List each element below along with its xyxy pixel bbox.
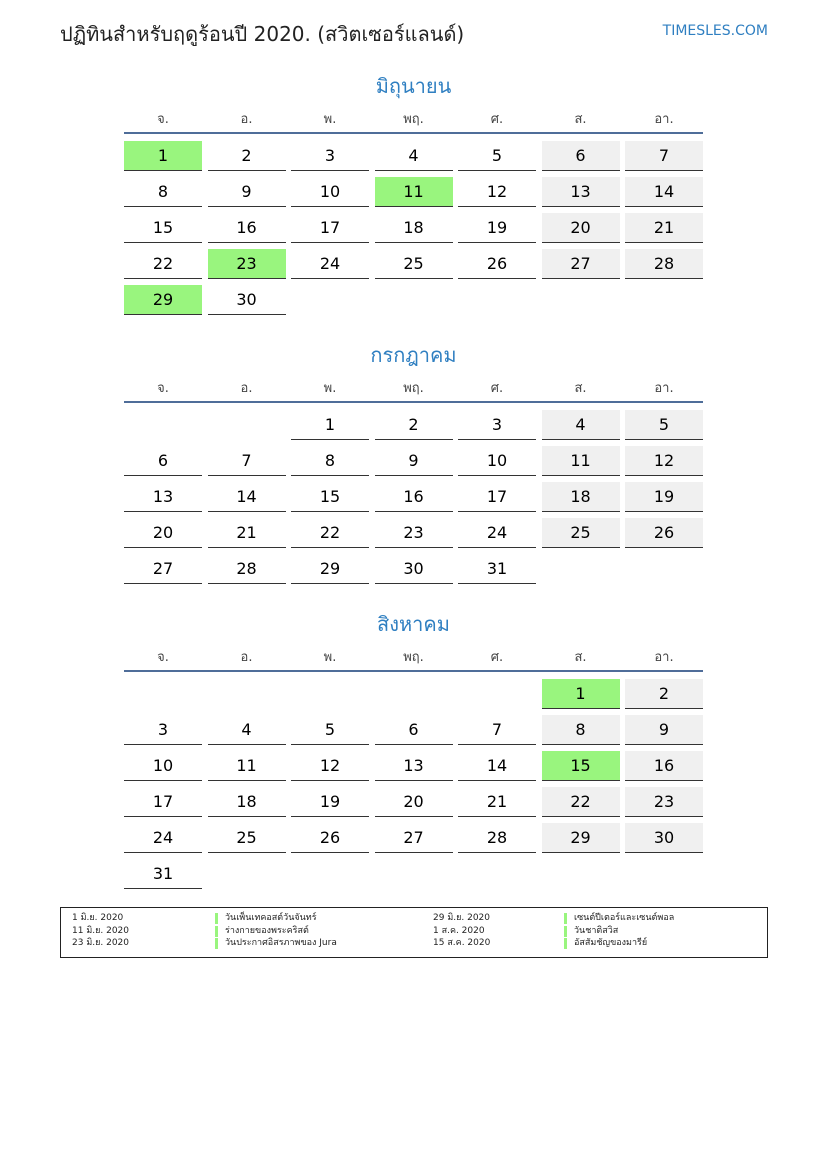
day-cell: 23 [208, 249, 286, 279]
legend-date: 1 มิ.ย. 2020 [72, 913, 124, 923]
day-cell: 9 [625, 715, 703, 745]
day-cell: 15 [124, 213, 202, 243]
site-link[interactable]: TIMESLES.COM [662, 23, 768, 39]
day-cell: 29 [542, 823, 620, 853]
header-divider [124, 132, 703, 134]
day-cell: 29 [291, 554, 369, 584]
weekday-header [124, 108, 703, 128]
day-cell: 11 [542, 446, 620, 476]
day-cell: 10 [291, 177, 369, 207]
day-cell: 2 [208, 141, 286, 171]
weekday-label: อ. [240, 381, 253, 396]
day-cell: 22 [124, 249, 202, 279]
weekday-label: อ. [240, 112, 253, 127]
legend-item [72, 937, 392, 949]
day-cell: 30 [625, 823, 703, 853]
day-cell: 21 [625, 213, 703, 243]
day-cell: 21 [458, 787, 536, 817]
legend-item [433, 912, 753, 924]
day-cell: 2 [375, 410, 453, 440]
legend-holiday-name: วันเพ็นเทคอสต์วันจันทร์ [225, 913, 317, 923]
legend-item [433, 925, 753, 937]
day-cell: 24 [291, 249, 369, 279]
legend-holiday-name: วันชาติสวิส [574, 925, 619, 936]
day-cell: 11 [375, 177, 453, 207]
holiday-legend [60, 907, 768, 958]
day-cell: 22 [542, 787, 620, 817]
day-cell: 4 [542, 410, 620, 440]
weekday-label: อา. [654, 381, 674, 396]
day-cell: 15 [291, 482, 369, 512]
day-cell: 19 [625, 482, 703, 512]
day-cell: 7 [458, 715, 536, 745]
day-cell: 10 [458, 446, 536, 476]
day-cell: 12 [625, 446, 703, 476]
header-divider [124, 670, 703, 672]
day-cell: 4 [375, 141, 453, 171]
day-cell: 30 [208, 285, 286, 315]
day-cell: 28 [625, 249, 703, 279]
legend-item [72, 925, 392, 937]
day-cell: 8 [291, 446, 369, 476]
day-cell: 21 [208, 518, 286, 548]
day-cell: 5 [458, 141, 536, 171]
legend-holiday-name: อัสสัมชัญของมารีย์ [574, 938, 648, 948]
day-cell: 27 [124, 554, 202, 584]
weekday-label: พฤ. [403, 112, 424, 127]
day-cell: 18 [208, 787, 286, 817]
day-cell: 31 [458, 554, 536, 584]
weekday-label: ส. [574, 381, 587, 396]
day-cell: 30 [375, 554, 453, 584]
day-cell: 20 [542, 213, 620, 243]
holiday-color-marker [215, 938, 218, 949]
day-cell: 4 [208, 715, 286, 745]
weekday-label: พฤ. [403, 381, 424, 396]
legend-date: 15 ส.ค. 2020 [433, 938, 491, 948]
day-cell: 28 [458, 823, 536, 853]
day-cell: 25 [375, 249, 453, 279]
day-cell: 26 [291, 823, 369, 853]
weekday-label: จ. [157, 381, 169, 396]
day-cell: 13 [375, 751, 453, 781]
day-cell: 26 [625, 518, 703, 548]
weekday-label: จ. [157, 112, 169, 127]
legend-holiday-name: เซนต์ปีเตอร์และเซนต์พอล [574, 913, 675, 923]
day-cell: 19 [291, 787, 369, 817]
day-cell: 3 [458, 410, 536, 440]
holiday-color-marker [215, 926, 218, 937]
day-cell: 8 [542, 715, 620, 745]
day-cell: 16 [625, 751, 703, 781]
day-cell: 10 [124, 751, 202, 781]
day-cell: 9 [208, 177, 286, 207]
weekday-label: ส. [574, 112, 587, 127]
day-cell: 18 [542, 482, 620, 512]
day-cell: 7 [625, 141, 703, 171]
day-cell: 13 [542, 177, 620, 207]
day-cell: 25 [208, 823, 286, 853]
day-cell: 1 [291, 410, 369, 440]
day-cell: 20 [124, 518, 202, 548]
day-cell: 6 [375, 715, 453, 745]
day-cell: 8 [124, 177, 202, 207]
day-cell: 14 [625, 177, 703, 207]
weekday-label: อ. [240, 650, 253, 665]
day-cell: 12 [291, 751, 369, 781]
day-cell: 13 [124, 482, 202, 512]
day-cell: 9 [375, 446, 453, 476]
day-cell: 6 [542, 141, 620, 171]
header-divider [124, 401, 703, 403]
day-cell: 19 [458, 213, 536, 243]
day-cell: 5 [625, 410, 703, 440]
month-title: สิงหาคม [377, 612, 450, 636]
day-cell: 14 [208, 482, 286, 512]
legend-date: 29 มิ.ย. 2020 [433, 913, 491, 923]
holiday-color-marker [215, 913, 218, 924]
day-cell: 15 [542, 751, 620, 781]
day-cell: 25 [542, 518, 620, 548]
day-cell: 5 [291, 715, 369, 745]
day-cell: 31 [124, 859, 202, 889]
page-title: ปฏิทินสำหรับฤดูร้อนปี 2020. (สวิตเซอร์แลนด์) [60, 22, 465, 46]
day-cell: 18 [375, 213, 453, 243]
day-cell: 7 [208, 446, 286, 476]
day-cell: 29 [124, 285, 202, 315]
legend-date: 11 มิ.ย. 2020 [72, 925, 130, 936]
weekday-label: ศ. [490, 650, 504, 665]
day-cell: 2 [625, 679, 703, 709]
day-cell: 3 [291, 141, 369, 171]
day-cell: 27 [375, 823, 453, 853]
day-cell: 14 [458, 751, 536, 781]
weekday-label: ศ. [490, 112, 504, 127]
day-cell: 22 [291, 518, 369, 548]
day-cell: 20 [375, 787, 453, 817]
weekday-label: อา. [654, 650, 674, 665]
day-cell: 1 [124, 141, 202, 171]
day-cell: 17 [124, 787, 202, 817]
legend-holiday-name: ร่างกายของพระคริสต์ [225, 925, 309, 936]
day-cell: 16 [375, 482, 453, 512]
day-cell: 16 [208, 213, 286, 243]
weekday-label: พ. [323, 112, 337, 127]
day-cell: 6 [124, 446, 202, 476]
legend-date: 1 ส.ค. 2020 [433, 925, 485, 936]
day-cell: 1 [542, 679, 620, 709]
day-cell: 11 [208, 751, 286, 781]
holiday-color-marker [564, 926, 567, 937]
legend-date: 23 มิ.ย. 2020 [72, 938, 130, 948]
day-cell: 24 [124, 823, 202, 853]
day-cell: 27 [542, 249, 620, 279]
day-cell: 23 [375, 518, 453, 548]
legend-item [72, 912, 392, 924]
holiday-color-marker [564, 913, 567, 924]
weekday-label: อา. [654, 112, 674, 127]
month-title: กรกฎาคม [370, 343, 457, 367]
day-cell: 12 [458, 177, 536, 207]
weekday-label: พ. [323, 381, 337, 396]
weekday-header [124, 377, 703, 397]
weekday-label: ส. [574, 650, 587, 665]
weekday-label: พฤ. [403, 650, 424, 665]
weekday-label: ศ. [490, 381, 504, 396]
day-cell: 17 [458, 482, 536, 512]
page-header [60, 18, 768, 48]
weekday-label: พ. [323, 650, 337, 665]
legend-item [433, 937, 753, 949]
day-cell: 3 [124, 715, 202, 745]
weekday-label: จ. [157, 650, 169, 665]
weekday-header [124, 646, 703, 666]
day-cell: 17 [291, 213, 369, 243]
holiday-color-marker [564, 938, 567, 949]
legend-holiday-name: วันประกาศอิสรภาพของ Jura [225, 938, 337, 948]
day-cell: 23 [625, 787, 703, 817]
day-cell: 24 [458, 518, 536, 548]
day-cell: 28 [208, 554, 286, 584]
day-cell: 26 [458, 249, 536, 279]
month-title: มิถุนายน [375, 74, 452, 98]
